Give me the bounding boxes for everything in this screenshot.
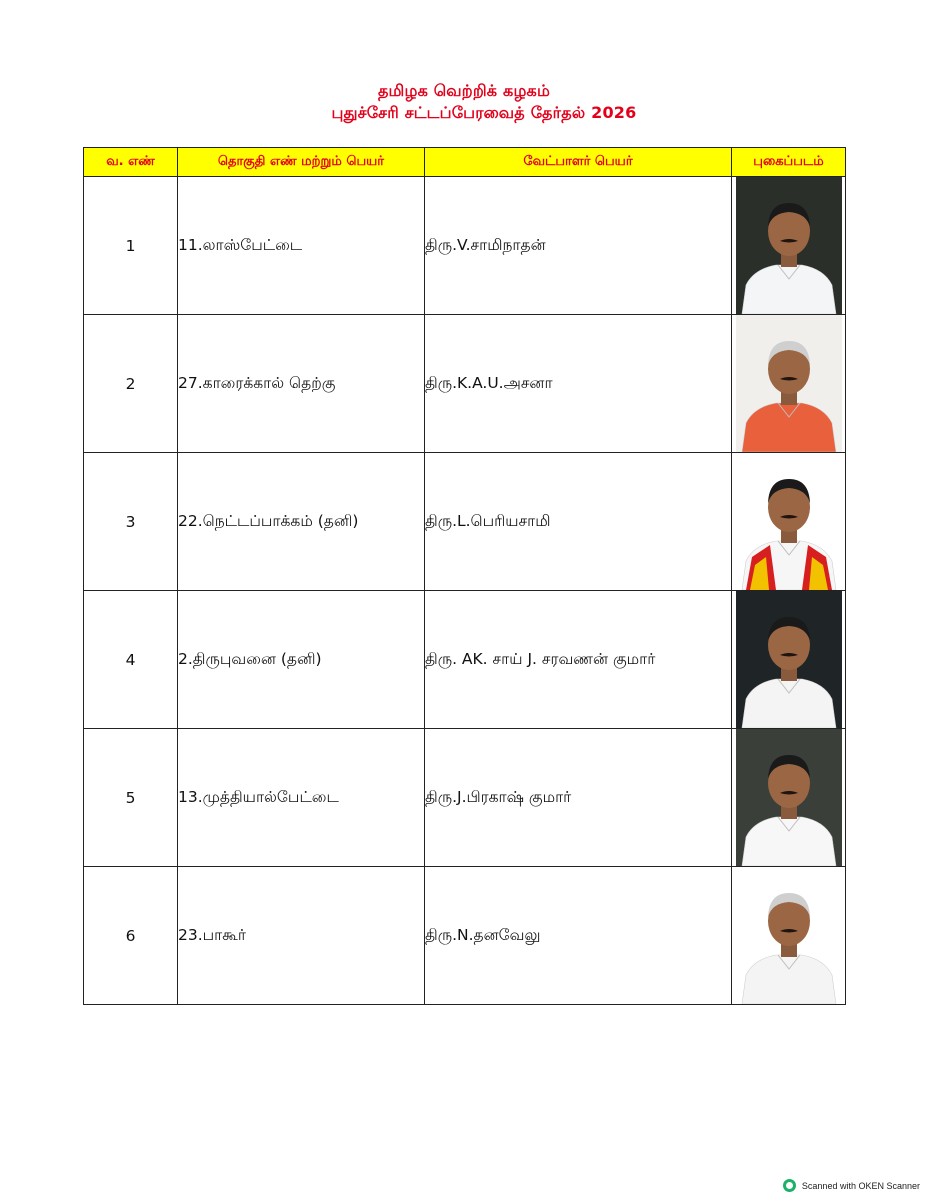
serial-number: 1 <box>84 177 178 315</box>
candidate-photo <box>736 453 842 590</box>
column-header-photo: புகைப்படம் <box>732 148 846 177</box>
person-portrait-icon <box>736 315 842 452</box>
table-row <box>84 177 846 315</box>
person-portrait-icon <box>736 177 842 314</box>
table-row <box>84 315 846 453</box>
document-title <box>0 80 928 124</box>
column-header-constituency: தொகுதி எண் மற்றும் பெயர் <box>178 148 425 177</box>
constituency-name: 2.திருபுவனை (தனி) <box>178 591 425 729</box>
serial-number: 3 <box>84 453 178 591</box>
serial-number: 6 <box>84 867 178 1005</box>
scanner-logo-icon <box>783 1179 796 1192</box>
constituency-name: 23.பாகூர் <box>178 867 425 1005</box>
column-header-serial: வ. எண் <box>84 148 178 177</box>
candidate-photo-cell <box>732 315 846 453</box>
scanner-watermark <box>783 1179 920 1192</box>
candidate-name: திரு.N.தனவேலு <box>425 867 732 1005</box>
scanner-text: Scanned with OKEN Scanner <box>801 1180 920 1191</box>
constituency-name: 27.காரைக்கால் தெற்கு <box>178 315 425 453</box>
candidate-photo <box>736 729 842 866</box>
person-portrait-icon <box>736 591 842 728</box>
table-row <box>84 453 846 591</box>
candidate-photo <box>736 591 842 728</box>
serial-number: 5 <box>84 729 178 867</box>
person-portrait-icon <box>736 453 842 590</box>
party-name: தமிழக வெற்றிக் கழகம் <box>377 81 551 100</box>
candidate-photo <box>736 177 842 314</box>
election-title: புதுச்சேரி சட்டப்பேரவைத் தேர்தல் 2026 <box>331 103 637 122</box>
candidate-name: திரு.V.சாமிநாதன் <box>425 177 732 315</box>
candidate-name: திரு.J.பிரகாஷ் குமார் <box>425 729 732 867</box>
candidate-photo-cell <box>732 867 846 1005</box>
serial-number: 4 <box>84 591 178 729</box>
column-header-candidate: வேட்பாளர் பெயர் <box>425 148 732 177</box>
candidate-photo <box>736 867 842 1004</box>
serial-number: 2 <box>84 315 178 453</box>
candidate-photo-cell <box>732 591 846 729</box>
constituency-name: 11.லாஸ்பேட்டை <box>178 177 425 315</box>
person-portrait-icon <box>736 729 842 866</box>
candidate-photo-cell <box>732 453 846 591</box>
candidate-name: திரு.L.பெரியசாமி <box>425 453 732 591</box>
table-row <box>84 729 846 867</box>
table-row <box>84 867 846 1005</box>
table-header-row <box>84 148 846 177</box>
candidate-name: திரு. AK. சாய் J. சரவணன் குமார் <box>425 591 732 729</box>
candidate-photo <box>736 315 842 452</box>
constituency-name: 22.நெட்டப்பாக்கம் (தனி) <box>178 453 425 591</box>
table-row <box>84 591 846 729</box>
candidate-table <box>83 147 846 1005</box>
person-portrait-icon <box>736 867 842 1004</box>
candidate-photo-cell <box>732 177 846 315</box>
candidate-name: திரு.K.A.U.அசனா <box>425 315 732 453</box>
table-body <box>84 177 846 1005</box>
constituency-name: 13.முத்தியால்பேட்டை <box>178 729 425 867</box>
candidate-photo-cell <box>732 729 846 867</box>
